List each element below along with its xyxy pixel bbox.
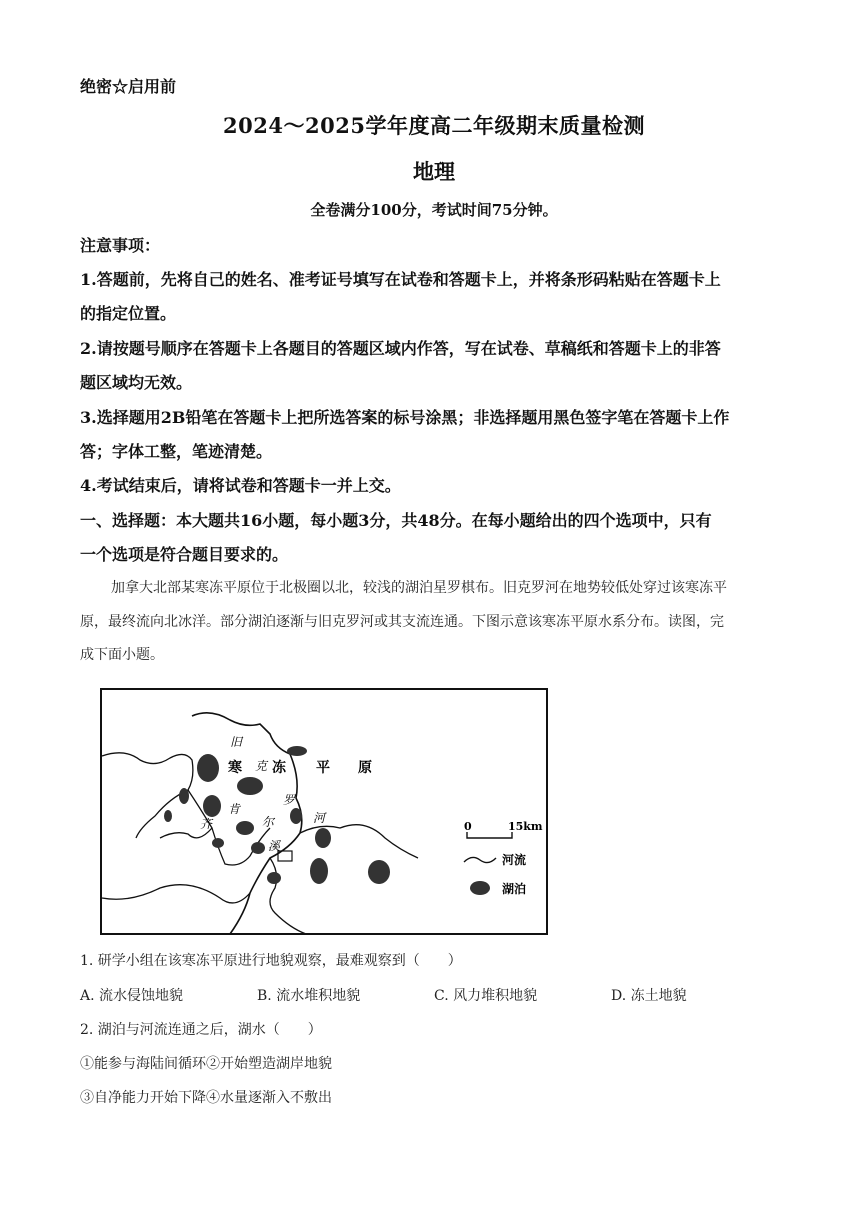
lake xyxy=(197,754,219,782)
full-mark-note: 全卷满分100分，考试时间75分钟。 xyxy=(310,201,558,219)
notice-item-2a: 2.请按题号顺序在答题卡上各题目的答题区域内作答，写在试卷、草稿纸和答题卡上的非答 xyxy=(80,339,721,358)
legend-river-label: 河流 xyxy=(502,853,527,867)
map-label-town-2: 肯 xyxy=(228,802,241,816)
scale-bar xyxy=(467,832,512,838)
map-label-town-1: 齐 xyxy=(200,817,213,831)
map-label-plain-4: 原 xyxy=(358,760,372,776)
lake xyxy=(236,821,254,835)
map-label-river-4: 河 xyxy=(313,811,326,825)
exam-title: 2024～2025学年度高二年级期末质量检测 xyxy=(223,113,645,138)
lake xyxy=(179,788,189,804)
lake xyxy=(212,838,224,848)
question-1-option-a: A. 流水侵蚀地貌 xyxy=(80,988,184,1004)
question-1-stem: 1. 研学小组在该寒冻平原进行地貌观察，最难观察到（ ） xyxy=(80,953,462,969)
notice-item-1a: 1.答题前，先将自己的姓名、准考证号填写在试卷和答题卡上，并将条形码粘贴在答题卡上 xyxy=(80,270,721,289)
notice-item-3a: 3.选择题用2B铅笔在答题卡上把所选答案的标号涂黑；非选择题用黑色签字笔在答题卡上作 xyxy=(80,408,730,427)
map-label-plain-1: 寒 xyxy=(228,760,242,776)
map-label-town-3: 尔 xyxy=(262,815,275,829)
notice-heading: 注意事项： xyxy=(80,236,161,255)
lake xyxy=(267,872,281,884)
subject-title: 地理 xyxy=(413,159,455,184)
notice-item-2b: 题区域均无效。 xyxy=(80,373,193,392)
map-label-plain-2: 冻 xyxy=(272,760,286,776)
lake xyxy=(290,808,302,824)
map-label-river-2: 克 xyxy=(255,759,268,773)
map-label-plain-3: 平 xyxy=(316,760,330,776)
lake xyxy=(315,828,331,848)
map-label-river-3: 罗 xyxy=(283,793,296,807)
question-2-options-3-4: ③自净能力开始下降④水量逐渐入不敷出 xyxy=(80,1090,332,1106)
question-1-option-c: C. 风力堆积地貌 xyxy=(434,988,538,1004)
map-legend xyxy=(462,818,552,906)
question-1-option-d: D. 冻土地貌 xyxy=(611,988,687,1004)
lake-legend-icon xyxy=(470,881,490,895)
notice-item-4: 4.考试结束后，请将试卷和答题卡一并上交。 xyxy=(80,476,401,495)
notice-item-1b: 的指定位置。 xyxy=(80,304,177,323)
scale-zero-label: 0 xyxy=(464,820,472,833)
river-legend-icon xyxy=(464,857,496,862)
lake xyxy=(237,777,263,795)
lake xyxy=(251,842,265,854)
lake xyxy=(203,795,221,817)
map-label-town-4: 溪 xyxy=(268,839,281,853)
section-heading-2: 一个选项是符合题目要求的。 xyxy=(80,545,289,564)
lake xyxy=(368,860,390,884)
scale-end-label: 15km xyxy=(508,820,543,833)
map-label-river-1: 旧 xyxy=(230,735,243,749)
question-1-option-b: B. 流水堆积地貌 xyxy=(257,988,361,1004)
legend-lake-label: 湖泊 xyxy=(502,882,527,896)
material-line-1: 加拿大北部某寒冻平原位于北极圈以北，较浅的湖泊星罗棋布。旧克罗河在地势较低处穿过该寒冻平 xyxy=(111,580,727,596)
secret-label: 绝密☆启用前 xyxy=(80,77,177,96)
lake xyxy=(287,746,307,756)
notice-item-3b: 答；字体工整，笔迹清楚。 xyxy=(80,442,273,461)
material-line-3: 成下面小题。 xyxy=(80,647,164,663)
question-2-options-1-2: ①能参与海陆间循环②开始塑造湖岸地貌 xyxy=(80,1056,332,1072)
lake xyxy=(310,858,328,884)
question-2-stem: 2. 湖泊与河流连通之后，湖水（ ） xyxy=(80,1022,322,1038)
material-line-2: 原，最终流向北冰洋。部分湖泊逐渐与旧克罗河或其支流连通。下图示意该寒冻平原水系分布。读图，完 xyxy=(80,614,724,630)
section-heading-1: 一、选择题：本大题共16小题，每小题3分，共48分。在每小题给出的四个选项中，只有 xyxy=(80,511,712,530)
lake xyxy=(164,810,172,822)
